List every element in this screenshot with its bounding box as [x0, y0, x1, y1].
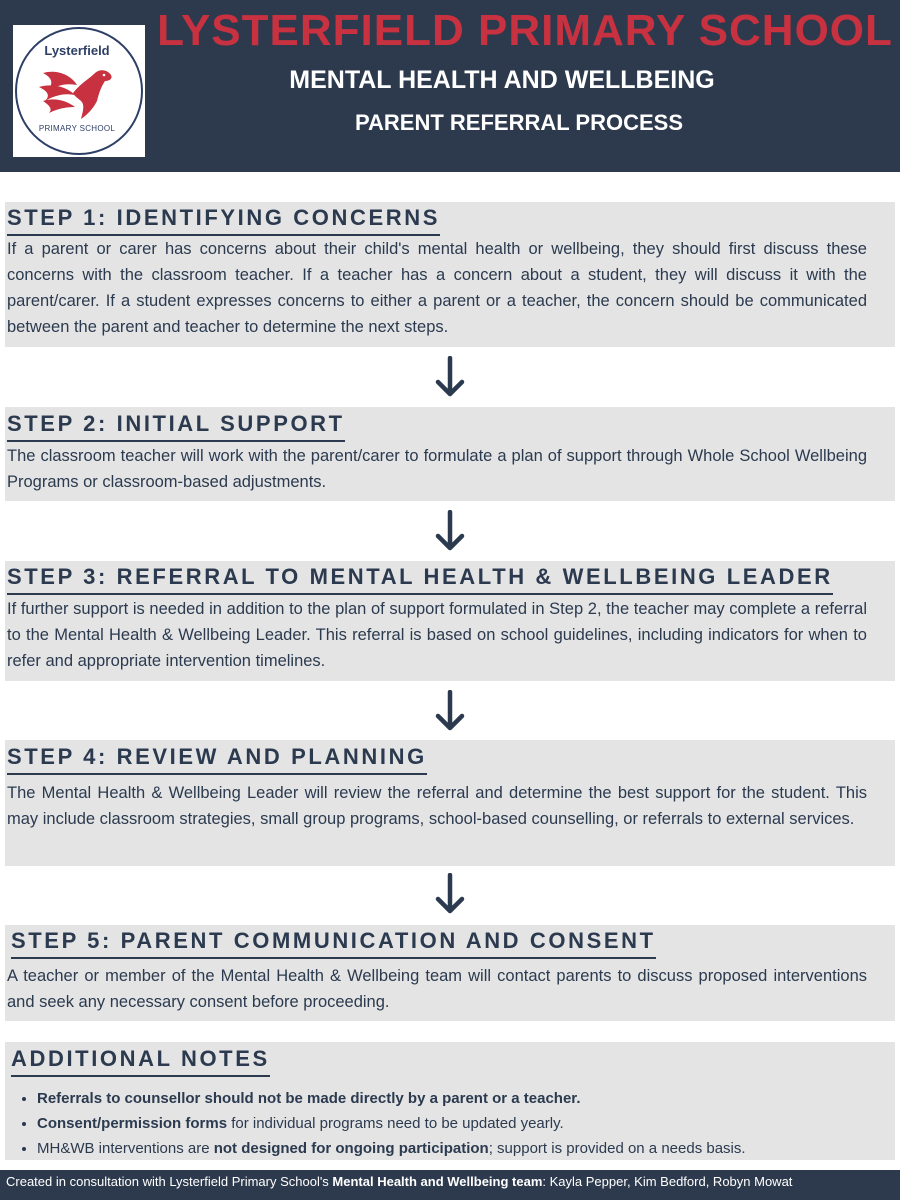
step-2-title: STEP 2: INITIAL SUPPORT [7, 411, 345, 442]
footer-credits: Created in consultation with Lysterfield Primary School's Mental Health and Wellbeing team: Kayla Pepper, Kim Bedford, Robyn Mowat [6, 1174, 793, 1189]
step-2-box [5, 407, 895, 501]
step-5-box [5, 925, 895, 1021]
page-title: MENTAL HEALTH AND WELLBEING [289, 66, 715, 94]
step-2-text: The classroom teacher will work with the parent/carer to formulate a plan of support through Whole School Wellbeing Programs or classroom-based adjustments. [7, 447, 867, 491]
list-item: • MH&WB interventions are not designed for ongoing participation; support is provided on a needs basis. [37, 1136, 897, 1161]
school-name: LYSTERFIELD PRIMARY SCHOOL [157, 6, 893, 55]
list-item: • Referrals to counsellor should not be made directly by a parent or a teacher. [37, 1086, 897, 1111]
notes-list [19, 1086, 897, 1161]
step-3-text: If further support is needed in addition to the plan of support formulated in Step 2, the teacher may complete a referral to the Mental Health & Wellbeing Leader. This referral is based on school guidelines, including indicators for when to refer and appropriate intervention timelines. [7, 600, 867, 670]
step-5-title: STEP 5: PARENT COMMUNICATION AND CONSENT [11, 928, 656, 959]
step-4-title: STEP 4: REVIEW AND PLANNING [7, 744, 427, 775]
arrow-down-icon [434, 690, 466, 732]
header-banner [0, 0, 900, 172]
pegasus-icon [37, 63, 117, 121]
page-subtitle: PARENT REFERRAL PROCESS [354, 110, 683, 135]
footer [0, 1170, 900, 1200]
step-1-box [5, 202, 895, 347]
step-1-text: If a parent or carer has concerns about their child's mental health or wellbeing, they should first discuss these concerns with the classroom teacher. If a teacher has a concern about a student, they will discuss it with the parent/carer. If a student expresses concerns to either a parent or a teacher, the concern should be communicated between the parent and teacher to determine the next steps. [7, 240, 867, 336]
step-5-text: A teacher or member of the Mental Health & Wellbeing team will contact parents to discuss proposed interventions and seek any necessary consent before proceeding. [7, 967, 867, 1011]
logo-text-bottom: PRIMARY SCHOOL [38, 124, 116, 133]
logo-text-top: Lysterfield [44, 43, 110, 58]
list-item: • Consent/permission forms for individual programs need to be updated yearly. [37, 1111, 897, 1136]
notes-title: ADDITIONAL NOTES [11, 1046, 270, 1077]
notes-box [5, 1042, 895, 1160]
step-3-title: STEP 3: REFERRAL TO MENTAL HEALTH & WELLBEING LEADER [7, 564, 833, 595]
arrow-down-icon [434, 356, 466, 398]
step-4-text: The Mental Health & Wellbeing Leader will review the referral and determine the best support for the student. This may include classroom strategies, small group programs, school-based counselling, or referrals to external services. [7, 784, 867, 828]
step-1-title: STEP 1: IDENTIFYING CONCERNS [7, 205, 440, 236]
school-logo [13, 25, 145, 157]
arrow-down-icon [434, 510, 466, 552]
step-4-box [5, 740, 895, 866]
step-3-box [5, 561, 895, 681]
arrow-down-icon [434, 873, 466, 915]
